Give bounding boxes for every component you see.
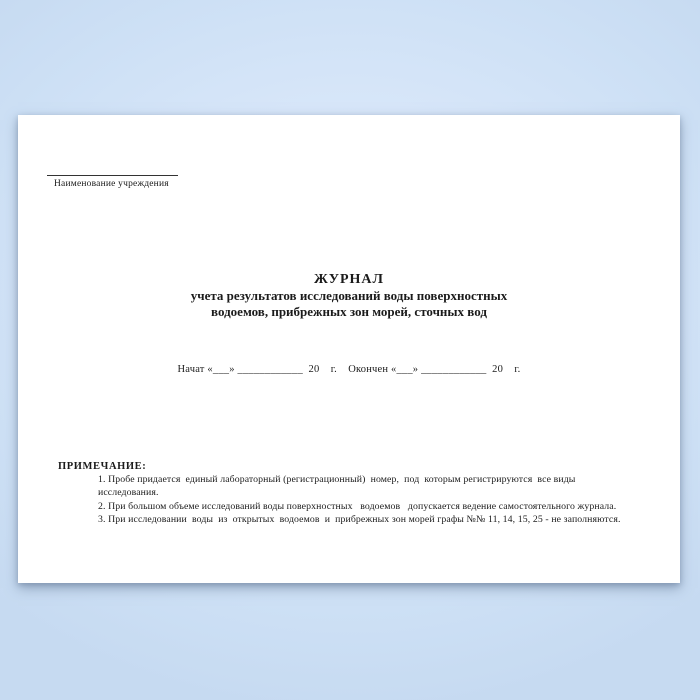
journal-title: ЖУРНАЛ: [314, 272, 384, 287]
institution-name-fill-line: [47, 175, 178, 176]
title-block: [18, 271, 680, 319]
journal-subtitle-line-1: учета результатов исследований воды поверхностных: [190, 288, 508, 303]
note-item: 1. Пробе придается единый лабораторный (регистрационный) номер, под которым регистрируются все виды исследования.: [98, 474, 581, 499]
start-end-dates-line: Начат «___» ____________ 20 г. Окончен «___» ____________ 20 г.: [177, 364, 521, 375]
note-item: 2. При большом объеме исследований воды поверхностных водоемов допускается ведение самостоятельного журнала.: [98, 500, 617, 512]
notes-block: [58, 461, 648, 527]
document-page: [18, 115, 680, 583]
institution-name-block: [47, 175, 197, 189]
note-item: 3. При исследовании воды из открытых водоемов и прибрежных зон морей графы №№ 11, 14, 15, 25 - не заполняются.: [98, 514, 621, 526]
institution-name-label: Наименование учреждения: [54, 179, 169, 189]
notes-heading: ПРИМЕЧАНИЕ:: [58, 461, 147, 472]
journal-subtitle-line-2: водоемов, прибрежных зон морей, сточных вод: [211, 303, 487, 319]
